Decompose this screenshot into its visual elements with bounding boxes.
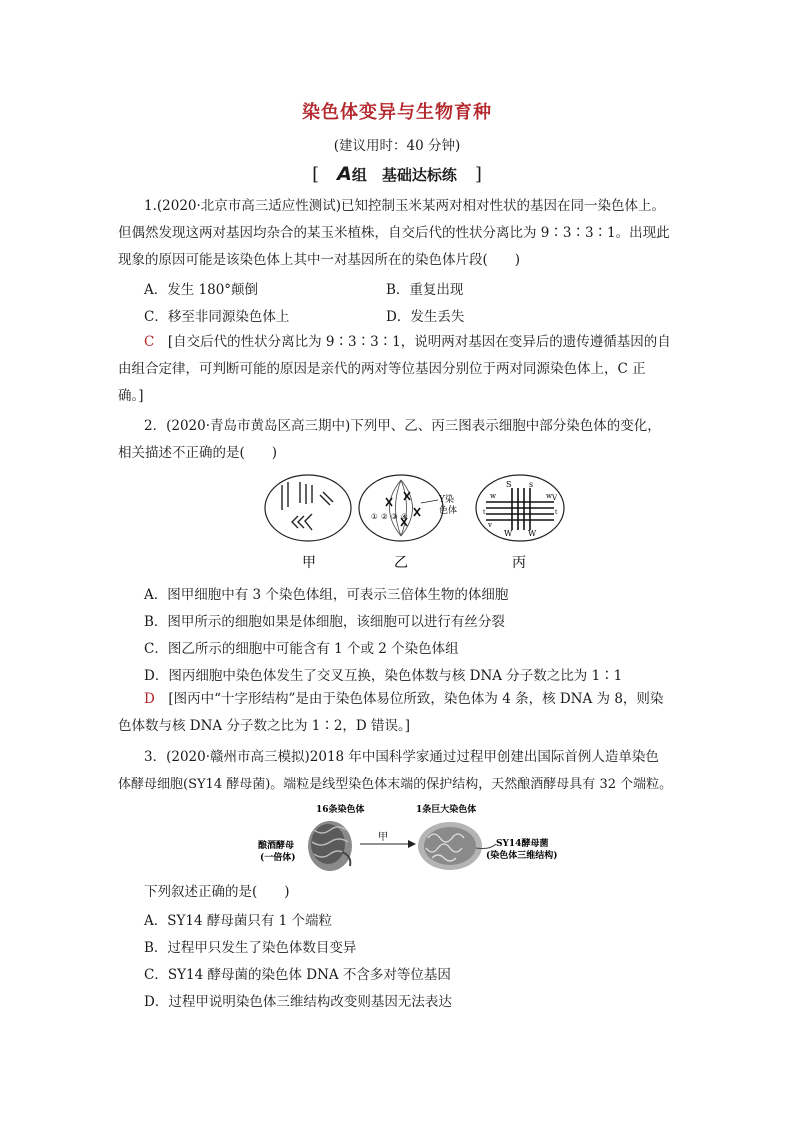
svg-text:W: W	[528, 529, 537, 538]
fig-left-sub: (一倍体)	[260, 853, 296, 863]
svg-text:w: w	[490, 492, 496, 500]
svg-text:④: ④	[401, 512, 408, 521]
yi-spindle	[390, 480, 413, 536]
svg-text:s: s	[529, 480, 534, 489]
fig-label-bing: 丙	[512, 555, 526, 571]
svg-text:v: v	[488, 521, 492, 529]
fig-label-jia: 甲	[302, 555, 316, 571]
q2-figure	[258, 470, 568, 578]
cell-jia	[265, 475, 351, 541]
svg-text:t: t	[483, 509, 486, 516]
q3-option-c: C．SY14 酵母菌的染色体 DNA 不含多对等位基因	[144, 967, 451, 983]
q1-stem: 1.(2020·北京市高三适应性测试)已知控制玉米某两对相对性状的基因在同一染色体上。 但偶然发现这两对基因均杂合的某玉米植株，自交后代的性状分离比为 9∶3∶3∶1。出现此 现象的原因可能是该染色体上其中一对基因所在的染色体片段( )	[118, 198, 670, 268]
q3-stem: 3．(2020·赣州市高三模拟)2018 年中国科学家通过过程甲创建出国际首例人造单染色 体酵母细胞(SY14 酵母菌)。端粒是线型染色体末端的保护结构，天然酿酒酵母具有 32 个端粒。	[118, 749, 673, 792]
page-title: 染色体变异与生物育种	[302, 102, 492, 123]
fig-label-yi: 乙	[394, 555, 408, 571]
svg-text:③: ③	[391, 512, 398, 521]
fig-left-name: 酿酒酵母	[258, 841, 295, 851]
q3-figure	[250, 800, 580, 878]
q2-answer: D	[144, 691, 155, 707]
svg-text:W: W	[504, 529, 513, 538]
q1-option-c: C．移至非同源染色体上	[144, 309, 290, 325]
q2-option-d: D．图丙细胞中染色体发生了交叉互换，染色体数与核 DNA 分子数之比为 1∶1	[144, 668, 623, 684]
y-chromosome-label-2: 色体	[439, 506, 458, 516]
page-subtitle: (建议用时：40 分钟)	[333, 138, 461, 154]
svg-text:S: S	[506, 480, 512, 489]
q3-option-b: B．过程甲只发生了染色体数目变异	[144, 940, 357, 956]
group-letter: A	[337, 163, 352, 185]
q1-answer: C	[144, 334, 155, 350]
q2-option-a: A．图甲细胞中有 3 个染色体组，可表示三倍体生物的体细胞	[144, 587, 509, 603]
q3-option-d: D．过程甲说明染色体三维结构改变则基因无法表达	[144, 994, 452, 1010]
q2-stem: 2．(2020·青岛市黄岛区高三期中)下列甲、乙、丙三图表示细胞中部分染色体的变化， 相关描述不正确的是( )	[118, 418, 661, 461]
q3-lead: 下列叙述正确的是( )	[144, 884, 290, 900]
bing-chromosomes	[486, 488, 554, 530]
q1-option-a: A．发生 180°颠倒	[144, 282, 259, 298]
fig-right-top: 1条巨大染色体	[416, 805, 477, 815]
svg-text:V: V	[552, 494, 558, 502]
svg-text:w: w	[546, 492, 552, 500]
fig-right-name: SY14酵母菌	[496, 839, 549, 849]
y-chromosome-label: Y染	[439, 495, 454, 505]
yeast-image-left	[308, 821, 352, 871]
q2-option-b: B．图甲所示的细胞如果是体细胞，该细胞可以进行有丝分裂	[144, 614, 505, 630]
q1-option-b: B．重复出现	[386, 282, 464, 298]
q2-explanation: D [图丙中“十字形结构”是由于染色体易位所致，染色体为 4 条，核 DNA 为 8，则染 色体数与核 DNA 分子数之比为 1∶2，D 错误。]	[118, 691, 664, 734]
svg-text:②: ②	[381, 512, 388, 521]
section-heading: [ A组 基础达标练 ]	[312, 163, 482, 185]
q3-option-a: A．SY14 酵母菌只有 1 个端粒	[144, 913, 333, 929]
q2-option-c: C．图乙所示的细胞中可能含有 1 个或 2 个染色体组	[144, 641, 459, 657]
jia-chromosomes	[282, 482, 333, 530]
group-label: 组 基础达标练	[351, 166, 457, 184]
fig-right-sub: (染色体三维结构)	[486, 851, 558, 861]
svg-text:①: ①	[371, 512, 378, 521]
q1-option-d: D．发生丢失	[386, 309, 465, 325]
process-label: 甲	[378, 832, 388, 843]
yeast-image-right	[418, 822, 496, 870]
svg-text:t: t	[555, 509, 558, 516]
fig-left-top: 16条染色体	[316, 805, 365, 815]
cell-yi	[359, 475, 443, 541]
q1-explanation: C [自交后代的性状分离比为 9∶3∶3∶1，说明两对基因在变异后的遗传遵循基因的自 由组合定律，可判断可能的原因是亲代的两对等位基因分别位于两对同源染色体上，C 正 确。]	[118, 334, 671, 404]
